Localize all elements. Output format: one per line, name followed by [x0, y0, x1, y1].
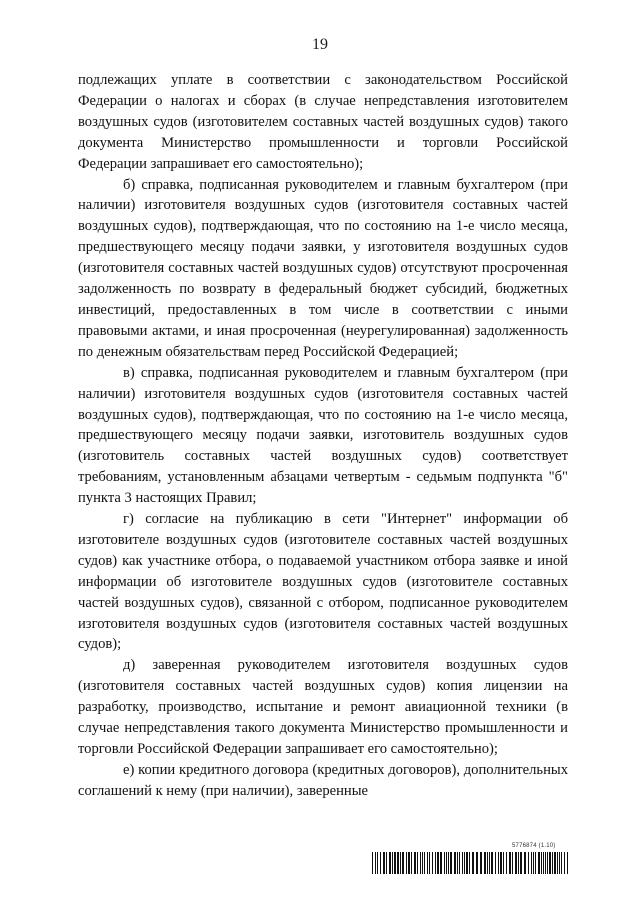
- paragraph-item-v: в) справка, подписанная руководителем и главным бухгалтером (при наличии) изготовителя воздушных судов (изготовителя составных частей воздушных судов), подтверждающая, что по состоянию на 1-е число месяца, предшествующего месяцу подачи заявки, изготовитель воздушных судов (изготовитель составных частей воздушных судов) соответствует требованиям, установленным абзацами четвертым - седьмым подпункта "б" пункта 3 настоящих Правил;: [78, 364, 568, 507]
- barcode: [372, 852, 569, 874]
- document-body: [78, 70, 568, 802]
- paragraph-item-b: б) справка, подписанная руководителем и главным бухгалтером (при наличии) изготовителя воздушных судов (изготовителя составных частей воздушных судов), подтверждающая, что по состоянию на 1-е число месяца, предшествующего месяцу подачи заявки, у изготовителя воздушных судов (изготовителя составных частей воздушных судов) отсутствуют просроченная задолженность по возврату в федеральный бюджет субсидий, бюджетных инвестиций, предоставленных в том числе в соответствии с иными правовыми актами, и иная просроченная (неурегулированная) задолженность по денежным обязательствам перед Российской Федерацией;: [78, 176, 568, 360]
- paragraph-item-e: е) копии кредитного договора (кредитных договоров), дополнительных соглашений к нему (при наличии), заверенные: [78, 761, 568, 799]
- paragraph-continuation: подлежащих уплате в соответствии с законодательством Российской Федерации о налогах и сборах (в случае непредставления изготовителем воздушных судов (изготовителем составных частей воздушных судов) такого документа Министерство промышленности и торговли Российской Федерации запрашивает его самостоятельно);: [78, 72, 568, 172]
- page-number: 19: [312, 36, 328, 53]
- document-code: 5776874 (1.10): [512, 843, 556, 849]
- paragraph-item-g: г) согласие на публикацию в сети "Интернет" информации об изготовителе воздушных судов (изготовителе составных частей воздушных судов) как участнике отбора, о подаваемой участником отбора заявке и иной информации об изготовителе воздушных судов (изготовителе составных частей воздушных судов), связанной с отбором, подписанное руководителем изготовителя воздушных судов (изготовителя составных частей воздушных судов);: [78, 511, 568, 653]
- paragraph-item-d: д) заверенная руководителем изготовителя воздушных судов (изготовителя составных частей воздушных судов) копия лицензии на разработку, производство, испытание и ремонт авиационной техники (в случае непредставления такого документа Министерство промышленности и торговли Российской Федерации запрашивает его самостоятельно);: [78, 657, 568, 757]
